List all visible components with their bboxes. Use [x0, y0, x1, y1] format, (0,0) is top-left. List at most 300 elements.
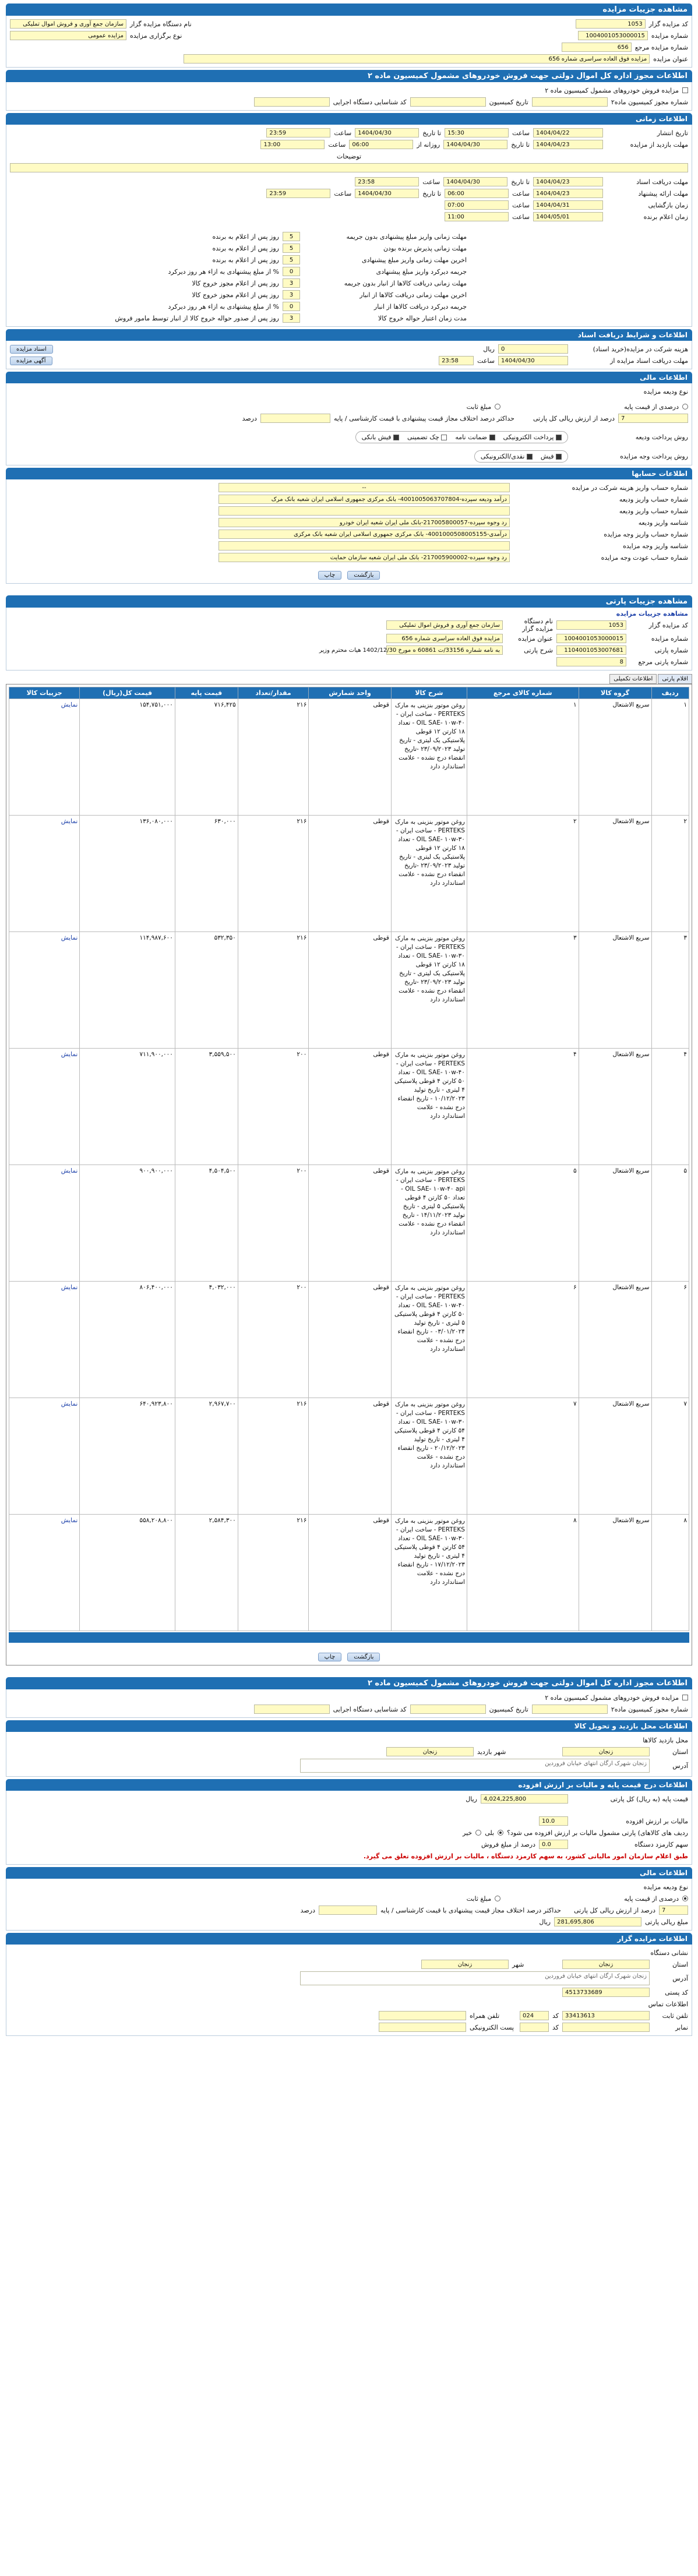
cell-d: روغن موتور بنزینی به مارک PERTEKS - ساخت ایران - OIL SAE- ۱۰w-۴۰ - تعداد ۵۰ کارتن ۴ قوطی پلاستیکی ۵ لیتری - تاریخ تولید ۰۳/۰۱/۲۰۲۴ - تاریخ انقضاء درج نشده - علامت استاندارد دارد — [391, 1282, 467, 1398]
section-financial: اطلاعات مالی — [6, 372, 692, 383]
publish-label: تاریخ انتشار — [657, 129, 688, 137]
open-date: 1404/04/31 — [533, 200, 603, 210]
publish-to: 1404/04/30 — [355, 128, 419, 137]
account-value — [218, 541, 510, 551]
vat-yes-label: بلی — [485, 1829, 495, 1837]
section-license-2: اطلاعات مجوز اداره کل اموال دولتی جهت فروش خودروهای مشمول کمیسیون ماده ۲ — [6, 1677, 692, 1689]
account-row — [10, 540, 688, 552]
cell-q: ۲۱۶ — [238, 699, 309, 816]
offer-label: مهلت ارائه پیشنهاد — [638, 189, 688, 197]
cell-r: ۵ — [467, 1165, 579, 1282]
details-link[interactable]: نمایش — [9, 1398, 80, 1515]
publish-to-time-label: ساعت — [334, 129, 352, 137]
item-device: سازمان جمع آوری و فروش اموال تملیکی — [386, 620, 503, 630]
area-code: 024 — [520, 2011, 549, 2020]
deadline-time: 23:58 — [439, 356, 474, 365]
announce-time: 11:00 — [445, 212, 509, 221]
m1-label: پرداخت الکترونیکی — [503, 433, 554, 441]
section-fin2: اطلاعات مالی — [6, 1867, 692, 1879]
fee-rate: 0.0 — [539, 1840, 568, 1849]
day-rule-suffix: روز پس از صدور حواله خروج کالا از انبار توسط مامور فروش — [115, 314, 279, 322]
code-label: کد مزایده گزار — [648, 20, 688, 28]
type-label: نوع برگزاری مزایده — [130, 31, 182, 40]
table-row — [9, 1515, 689, 1631]
cell-u: قوطی — [309, 1049, 392, 1165]
day-rule-label: اخرین مهلت زمانی دریافت کالاها از انبار — [359, 291, 467, 299]
visit-to: 1404/04/30 — [443, 140, 507, 149]
account-label: شناسه واریز ودیعه — [638, 518, 688, 527]
announce-time-label: ساعت — [512, 213, 530, 221]
email — [379, 2023, 466, 2032]
offer-from-time: 06:00 — [445, 189, 509, 198]
auctioneer-addr-label: آدرس — [672, 1974, 688, 1982]
section-license: اطلاعات مجوز اداره کل اموال دولتی جهت فروش خودروهای مشمول کمیسیون ماده ۲ — [6, 70, 692, 82]
fee-rate-suffix: درصد از مبلغ فروش — [481, 1840, 535, 1848]
vat-question: ردیف های کالاهای) پارتی مشمول مالیات بر ارزش افزوده می شود؟ — [507, 1829, 688, 1837]
pricing-box — [6, 1791, 692, 1865]
details-link[interactable]: نمایش — [9, 932, 80, 1049]
day-rule-label: جریمه دیرکرد دریافت کالاها از انبار — [373, 302, 467, 310]
day-rule-row — [10, 231, 467, 242]
max-field — [260, 414, 330, 423]
day-rule-value: 5 — [283, 244, 300, 253]
code-field: 1053 — [576, 19, 646, 29]
place-province: زنجان — [562, 1747, 650, 1756]
visit-from: 1404/04/23 — [533, 140, 603, 149]
day-rule-row — [10, 242, 467, 254]
cell-n: ۵ — [651, 1165, 689, 1282]
account-row — [10, 493, 688, 505]
fixed-radio[interactable] — [495, 404, 500, 410]
day-rule-label: مهلت زمانی دریافت کالاها از انبار بدون جریمه — [344, 279, 467, 287]
commission-no-field — [532, 97, 608, 107]
place-box — [6, 1732, 692, 1777]
fee-rate-label: سهم کارمزد دستگاه — [634, 1840, 688, 1848]
accounts-list — [10, 482, 688, 563]
phone: 33413613 — [562, 2011, 650, 2020]
cell-d: روغن موتور بنزینی به مارک PERTEKS - ساخت ایران - OIL SAE- ۱۰w-۳۰ - تعداد ۱۸ کارتن ۱۲ قوطی پلاستیکی یک لیتری - تاریخ تولید ۲۳/۰۹/۲۰۲۳ -تاریخ انقضاء درج نشده - علامت استاندارد دارد — [391, 932, 467, 1049]
pct-value: 7 — [618, 414, 688, 423]
deposit-method-label: روش پرداخت ودیعه — [635, 433, 688, 441]
fax-code — [520, 2023, 549, 2032]
visit-to-time: 13:00 — [260, 140, 325, 149]
account-row — [10, 528, 688, 540]
account-row — [10, 482, 688, 493]
day-rule-label: جریمه دیرکرد واریز مبلغ پیشنهادی — [376, 267, 467, 276]
cell-q: ۲۰۰ — [238, 1282, 309, 1398]
table-row — [9, 1049, 689, 1165]
account-label: شماره حساب واریز وجه مزایده — [604, 530, 688, 538]
day-rule-row — [10, 266, 467, 277]
cell-t: ۸۰۶,۴۰۰,۰۰۰ — [80, 1282, 175, 1398]
doc-deadline-to-label: تا تاریخ — [511, 178, 530, 186]
fin2-box — [6, 1879, 692, 1931]
item-box — [6, 608, 692, 671]
fin2-type-label: نوع ودیعه مزایده — [643, 1883, 688, 1891]
visit-place-label: محل بازدید کالاها — [643, 1736, 688, 1744]
party-ref: 8 — [556, 657, 626, 666]
cell-t: ۷۱۱,۹۰۰,۰۰۰ — [80, 1049, 175, 1165]
column-header[interactable]: ردیف — [651, 687, 689, 699]
conditions-box — [6, 341, 692, 369]
account-label: شماره حساب واریز ودیعه — [619, 507, 688, 515]
base-price-unit: ریال — [466, 1795, 477, 1803]
auctioneer-address-label: نشانی دستگاه — [650, 1949, 688, 1957]
cell-g: سریع الاشتعال — [579, 816, 651, 932]
day-rule-value: 0 — [283, 302, 300, 311]
title-label: عنوان مزایده — [653, 55, 688, 63]
cell-g: سریع الاشتعال — [579, 932, 651, 1049]
publish-date: 1404/04/22 — [533, 128, 603, 137]
pct-label: درصدی از قیمت پایه — [624, 403, 679, 411]
section-conditions: اطلاعات و شرایط دریافت اسناد — [6, 329, 692, 341]
day-rule-row — [10, 277, 467, 289]
fax-code-label: کد — [552, 2023, 559, 2031]
cell-r: ۶ — [467, 1282, 579, 1398]
cell-p: ۲,۹۶۷,۷۰۰ — [175, 1398, 238, 1515]
day-rule-suffix: روز پس از اعلام مجوز خروج کالا — [192, 279, 279, 287]
party-ref-label: شماره پارتی مرجع — [638, 658, 688, 666]
commission-checkbox-2-label: مزایده فروش خودروهای مشمول کمیسیون ماده ۲ — [545, 1693, 679, 1702]
cell-q: ۲۱۶ — [238, 1398, 309, 1515]
cell-p: ۵۳۲,۳۵۰ — [175, 932, 238, 1049]
fin2-pct-label: درصدی از قیمت پایه — [624, 1894, 679, 1903]
day-rule-row — [10, 254, 467, 266]
visit-to-label: تا تاریخ — [511, 140, 530, 149]
auctioneer-city-label: شهر — [512, 1960, 524, 1968]
cell-g: سریع الاشتعال — [579, 1165, 651, 1282]
column-header[interactable]: شرح کالا — [391, 687, 467, 699]
visit-from-time: 06:00 — [349, 140, 413, 149]
details-link[interactable]: نمایش — [9, 1165, 80, 1282]
auction-details-box — [6, 16, 692, 68]
fin2-pct: 7 — [659, 1905, 688, 1915]
cell-q: ۲۰۰ — [238, 1049, 309, 1165]
vat-no-radio[interactable] — [475, 1830, 481, 1836]
cell-u: قوطی — [309, 816, 392, 932]
base-price-label: قیمت پایه (به ریال) کل پارتی — [610, 1795, 688, 1803]
area-code-label: کد — [552, 2012, 559, 2020]
fin2-pct-radio[interactable] — [682, 1896, 688, 1901]
account-row — [10, 517, 688, 528]
offer-to: 1404/04/30 — [355, 189, 419, 198]
section-place: اطلاعات محل بازدید و تحویل کالا — [6, 1720, 692, 1732]
item-sub-title: مشاهده جزییات مزایده — [616, 610, 688, 617]
day-rule-suffix: % از مبلغ پیشنهادی به ازاء هر روز دیرکرد — [168, 302, 279, 310]
column-header[interactable]: گروه کالا — [579, 687, 651, 699]
fin2-pct-suffix: درصد از ارزش ریالی کل پارتی — [573, 1906, 655, 1914]
cell-t: ۱۵۴,۷۵۱,۰۰۰ — [80, 699, 175, 816]
offer-to-time-label: ساعت — [334, 189, 352, 197]
party-no: 1104001053007681 — [556, 645, 626, 655]
offer-from: 1404/04/23 — [533, 189, 603, 198]
p1-label: فیش — [540, 453, 554, 460]
cell-t: ۶۴۰,۹۲۳,۸۰۰ — [80, 1398, 175, 1515]
cell-n: ۸ — [651, 1515, 689, 1631]
price-method-group — [474, 450, 568, 463]
cell-u: قوطی — [309, 1165, 392, 1282]
cell-q: ۲۰۰ — [238, 1165, 309, 1282]
days-list — [10, 231, 467, 324]
doc-deadline-time-label: ساعت — [422, 178, 440, 186]
items-table — [9, 687, 689, 1631]
cell-r: ۷ — [467, 1398, 579, 1515]
column-header[interactable]: جزییات کالا — [9, 687, 80, 699]
fee-label: هزینه شرکت در مزایده(خرید اسناد) — [593, 345, 688, 353]
place-city-label: شهر بازدید — [477, 1748, 506, 1756]
commission-date-label-2: تاریخ کمیسیون — [489, 1705, 528, 1713]
deposit-method-group — [355, 431, 568, 443]
column-header[interactable]: واحد شمارش — [309, 687, 392, 699]
auctioneer-addr: زنجان شهرک ارگان انتهای خیابان فروردین — [300, 1971, 650, 1985]
cell-g: سریع الاشتعال — [579, 1515, 651, 1631]
back-button[interactable]: بازگشت — [347, 571, 380, 580]
device-id-field — [254, 97, 330, 107]
cell-p: ۳,۵۵۹,۵۰۰ — [175, 1049, 238, 1165]
table-row — [9, 1398, 689, 1515]
details-link[interactable]: نمایش — [9, 1515, 80, 1631]
cell-p: ۲,۵۸۴,۳۰۰ — [175, 1515, 238, 1631]
commission-checkbox-label: مزایده فروش خودروهای مشمول کمیسیون ماده ۲ — [545, 86, 679, 94]
cell-u: قوطی — [309, 932, 392, 1049]
device-id-field-2 — [254, 1705, 330, 1714]
cell-t: ۵۵۸,۲۰۸,۸۰۰ — [80, 1515, 175, 1631]
fin2-fixed-label: مبلغ ثابت — [466, 1894, 492, 1903]
open-time: 07:00 — [445, 200, 509, 210]
cell-g: سریع الاشتعال — [579, 1398, 651, 1515]
items-header-row — [9, 687, 689, 699]
m2-checkbox[interactable] — [489, 435, 495, 440]
details-link[interactable]: نمایش — [9, 699, 80, 816]
m3-checkbox[interactable] — [441, 435, 447, 440]
day-rule-row — [10, 289, 467, 301]
item-number: 1004001053000015 — [556, 634, 626, 643]
cell-u: قوطی — [309, 1398, 392, 1515]
commission-checkbox-2[interactable] — [682, 1695, 688, 1700]
fixed-label: مبلغ ثابت — [466, 403, 492, 411]
email-label: پست الکترونیکی — [469, 2023, 514, 2031]
day-rule-value: 5 — [283, 232, 300, 241]
cell-d: روغن موتور بنزینی به مارک PERTEKS - ساخت ایران - OIL SAE- ۱۰w-۳۰ - تعداد ۵۴ کارتن ۴ قوطی پلاستیکی ۴ لیتری - تاریخ تولید ۲۰/۱۲/۲۰۲۳ - تاریخ انقضاء درج نشده - علامت استاندارد دارد — [391, 1398, 467, 1515]
section-auctioneer: اطلاعات مزایده گزار — [6, 1933, 692, 1945]
timing-box — [6, 125, 692, 327]
commission-date-field-2 — [410, 1705, 486, 1714]
p2-label: نقدی/الکترونیکی — [480, 453, 525, 460]
day-rule-row — [10, 301, 467, 312]
place-address-label: آدرس — [672, 1762, 688, 1770]
account-value: -- — [218, 483, 510, 492]
m2-label: ضمانت نامه — [455, 433, 487, 441]
open-time-label: ساعت — [512, 201, 530, 209]
item-number-label: شماره مزایده — [651, 634, 688, 643]
commission-date-label: تاریخ کمیسیون — [489, 98, 528, 106]
account-value: درآمدی-4001000508005155- بانک مرکزی جمهوری اسلامی ایران شعبه بانک مرکزی — [218, 530, 510, 539]
section-timing: اطلاعات زمانی — [6, 113, 692, 125]
back-button-2[interactable]: بازگشت — [347, 1653, 380, 1661]
price-method-label: روش پرداخت وجه مزایده — [620, 453, 688, 460]
financial-box — [6, 383, 692, 465]
cell-g: سریع الاشتعال — [579, 1282, 651, 1398]
auctioneer-province-label: استان — [672, 1960, 688, 1968]
offer-from-time-label: ساعت — [512, 189, 530, 197]
auctioneer-province: زنجان — [562, 1960, 650, 1969]
device-field: سازمان جمع آوری و فروش اموال تملیکی — [10, 19, 126, 29]
column-header[interactable]: قیمت کل(ریال) — [80, 687, 175, 699]
day-rule-row — [10, 312, 467, 324]
column-header[interactable]: شماره کالای مرجع — [467, 687, 579, 699]
publish-time: 15:30 — [445, 128, 509, 137]
cell-r: ۴ — [467, 1049, 579, 1165]
table-row — [9, 932, 689, 1049]
account-label: شناسه واریز وجه مزایده — [623, 542, 688, 550]
visit-to-time-label: ساعت — [328, 140, 346, 149]
device-id-label: کد شناسایی دستگاه اجرایی — [333, 98, 407, 106]
vat-no-label: خیر — [463, 1829, 473, 1837]
table-row — [9, 1282, 689, 1398]
account-row — [10, 552, 688, 563]
day-rule-label: مهلت زمانی واریز مبلغ پیشنهادی بدون جریمه — [346, 232, 467, 241]
account-value: رد وجوه سپرده-217005900002- بانک ملی ایران شعبه سازمان حمایت — [218, 553, 510, 562]
party-desc: به نامه شماره 33156/ت 60861 ه مورخ 1402/12/30 هیات محترم وزیر — [386, 645, 503, 655]
cell-p: ۷۱۶,۴۲۵ — [175, 699, 238, 816]
item-title-label: عنوان مزایده — [518, 634, 553, 643]
commission-no-label: شماره مجوز کمیسیون ماده۲ — [611, 98, 688, 106]
fin2-amount: 281,695,806 — [554, 1917, 641, 1926]
vat-yes-radio[interactable] — [498, 1830, 503, 1836]
day-rule-suffix: روز پس از اعلام به برنده — [212, 244, 279, 252]
cell-g: سریع الاشتعال — [579, 699, 651, 816]
cell-q: ۲۱۶ — [238, 1515, 309, 1631]
cell-n: ۴ — [651, 1049, 689, 1165]
details-link[interactable]: نمایش — [9, 1049, 80, 1165]
column-header[interactable]: مقدار/تعداد — [238, 687, 309, 699]
cell-p: ۴,۵۰۴,۵۰۰ — [175, 1165, 238, 1282]
commission-checkbox[interactable] — [682, 87, 688, 93]
p1-checkbox[interactable] — [556, 454, 562, 460]
day-rule-label: اخرین مهلت زمانی واریز مبلغ پیشنهادی — [362, 256, 467, 264]
details-link[interactable]: نمایش — [9, 1282, 80, 1398]
print-button-2[interactable]: چاپ — [318, 1653, 342, 1661]
day-rule-suffix: روز پس از اعلام مجوز خروج کالا — [192, 291, 279, 299]
day-rule-value: 3 — [283, 313, 300, 323]
doc-deadline: 1404/04/23 — [533, 177, 603, 186]
fin2-max-label: حداکثر درصد اختلاف مجاز قیمت پیشنهادی با قیمت کارشناسی / پایه — [380, 1906, 561, 1914]
deadline-time-label: ساعت — [477, 357, 495, 365]
visit-daily-label: روزانه از — [417, 140, 440, 149]
base-price: 4,024,225,800 — [481, 1794, 568, 1804]
account-label: شماره حساب واریز هزینه شرکت در مزایده — [572, 484, 688, 492]
place-province-label: استان — [672, 1748, 688, 1756]
print-button[interactable]: چاپ — [318, 571, 342, 580]
item-code-label: کد مزایده گزار — [648, 621, 688, 629]
section-auction-details: مشاهده جزییات مزایده — [6, 3, 692, 16]
vat-rate: 10.0 — [539, 1816, 568, 1826]
cell-u: قوطی — [309, 1282, 392, 1398]
m1-checkbox[interactable] — [556, 435, 562, 440]
account-value — [218, 506, 510, 516]
m4-checkbox[interactable] — [393, 435, 399, 440]
cell-n: ۷ — [651, 1398, 689, 1515]
day-rule-value: 5 — [283, 255, 300, 264]
tab-items[interactable]: اقلام پارتی — [658, 674, 692, 684]
item-title: مزایده فوق العاده سراسری شماره 656 — [386, 634, 503, 643]
publish-time-label: ساعت — [512, 129, 530, 137]
vat-rate-label: مالیات بر ارزش افزوده — [626, 1817, 688, 1825]
fin2-fixed-radio[interactable] — [495, 1896, 500, 1901]
fee-field: 0 — [498, 344, 568, 354]
fin2-max — [319, 1905, 377, 1915]
table-footer — [9, 1632, 689, 1643]
fin2-max-unit: درصد — [300, 1906, 315, 1914]
cell-d: روغن موتور بنزینی به مارک PERTEKS - ساخت ایران - OIL SAE- ۱۰w-۴۰ - تعداد ۵۰ کارتن ۴ قوطی پلاستیکی ۴ لیتری - تاریخ تولید ۱۰/۱۲/۲۰۲۳ - تاریخ انقضاء درج نشده - علامت استاندارد دارد — [391, 1049, 467, 1165]
phone-label: تلفن ثابت — [662, 2012, 688, 2020]
account-value: رد وجوه سپرده-217005800057-بانک ملی ایران شعبه ایران خودرو — [218, 518, 510, 527]
ref-label: شماره مزایده مرجع — [634, 43, 688, 51]
commission-no-field-2 — [532, 1705, 608, 1714]
docs-button[interactable]: اسناد مزایده — [10, 345, 53, 354]
cell-t: ۹۰۰,۹۰۰,۰۰۰ — [80, 1165, 175, 1282]
items-frame — [6, 684, 692, 1665]
table-row — [9, 1165, 689, 1282]
place-city: زنجان — [386, 1747, 474, 1756]
pct-radio[interactable] — [682, 404, 688, 410]
vat-note: طبق اعلام سازمان امور مالیاتی کشور، به سهم کارمزد دستگاه ، مالیات بر ارزش افزوده تعلق می گیرد. — [363, 1852, 688, 1860]
cell-r: ۱ — [467, 699, 579, 816]
cell-n: ۳ — [651, 932, 689, 1049]
announce-label: زمان اعلام برنده — [643, 213, 688, 221]
p2-checkbox[interactable] — [527, 454, 533, 460]
party-no-label: شماره پارتی — [654, 646, 688, 654]
doc-deadline-label: مهلت دریافت اسناد — [636, 178, 688, 186]
commission-date-field — [410, 97, 486, 107]
contact-label: اطلاعات تماس — [648, 2000, 688, 2008]
deposit-type-label: نوع ودیعه مزایده — [643, 387, 688, 396]
cell-r: ۲ — [467, 816, 579, 932]
postal-label: کد پستی — [665, 1988, 688, 1996]
day-rule-value: 3 — [283, 290, 300, 299]
fee-unit: ریال — [483, 345, 495, 353]
cell-n: ۱ — [651, 699, 689, 816]
party-desc-label: شرح پارتی — [524, 646, 553, 654]
deadline-field: 1404/04/30 — [498, 356, 568, 365]
max-unit: درصد — [242, 414, 257, 422]
device-id-label-2: کد شناسایی دستگاه اجرایی — [333, 1705, 407, 1713]
account-value: درآمد ودیعه سپرده-4001005063707804- بانک مرکزی جمهوری اسلامی ایران شعبه بانک مرک — [218, 495, 510, 504]
cell-t: ۱۱۴,۹۸۷,۶۰۰ — [80, 932, 175, 1049]
cell-q: ۲۱۶ — [238, 932, 309, 1049]
m4-label: فیش بانکی — [361, 433, 392, 441]
cell-u: قوطی — [309, 699, 392, 816]
auctioneer-city: زنجان — [421, 1960, 509, 1969]
section-item-details: مشاهده جزییات پارتی — [6, 595, 692, 608]
cell-q: ۲۱۶ — [238, 816, 309, 932]
deadline-label: مهلت دریافت اسناد مزایده از — [610, 357, 688, 365]
postal: 4513733689 — [562, 1988, 650, 1997]
device-label: نام دستگاه مزایده گزار — [130, 20, 192, 28]
cell-t: ۱۳۶,۰۸۰,۰۰۰ — [80, 816, 175, 932]
ad-button[interactable]: آگهی مزایده — [10, 357, 52, 365]
cell-n: ۶ — [651, 1282, 689, 1398]
details-link[interactable]: نمایش — [9, 816, 80, 932]
column-header[interactable]: قیمت پایه — [175, 687, 238, 699]
auctioneer-box — [6, 1945, 692, 2036]
cell-u: قوطی — [309, 1515, 392, 1631]
cell-n: ۲ — [651, 816, 689, 932]
item-device-label: نام دستگاه مزایده گزار — [522, 617, 553, 633]
tab-extra[interactable]: اطلاعات تکمیلی — [609, 674, 657, 684]
number-label: شماره مزایده — [651, 31, 688, 40]
fax-label: نمابر — [675, 2023, 688, 2031]
